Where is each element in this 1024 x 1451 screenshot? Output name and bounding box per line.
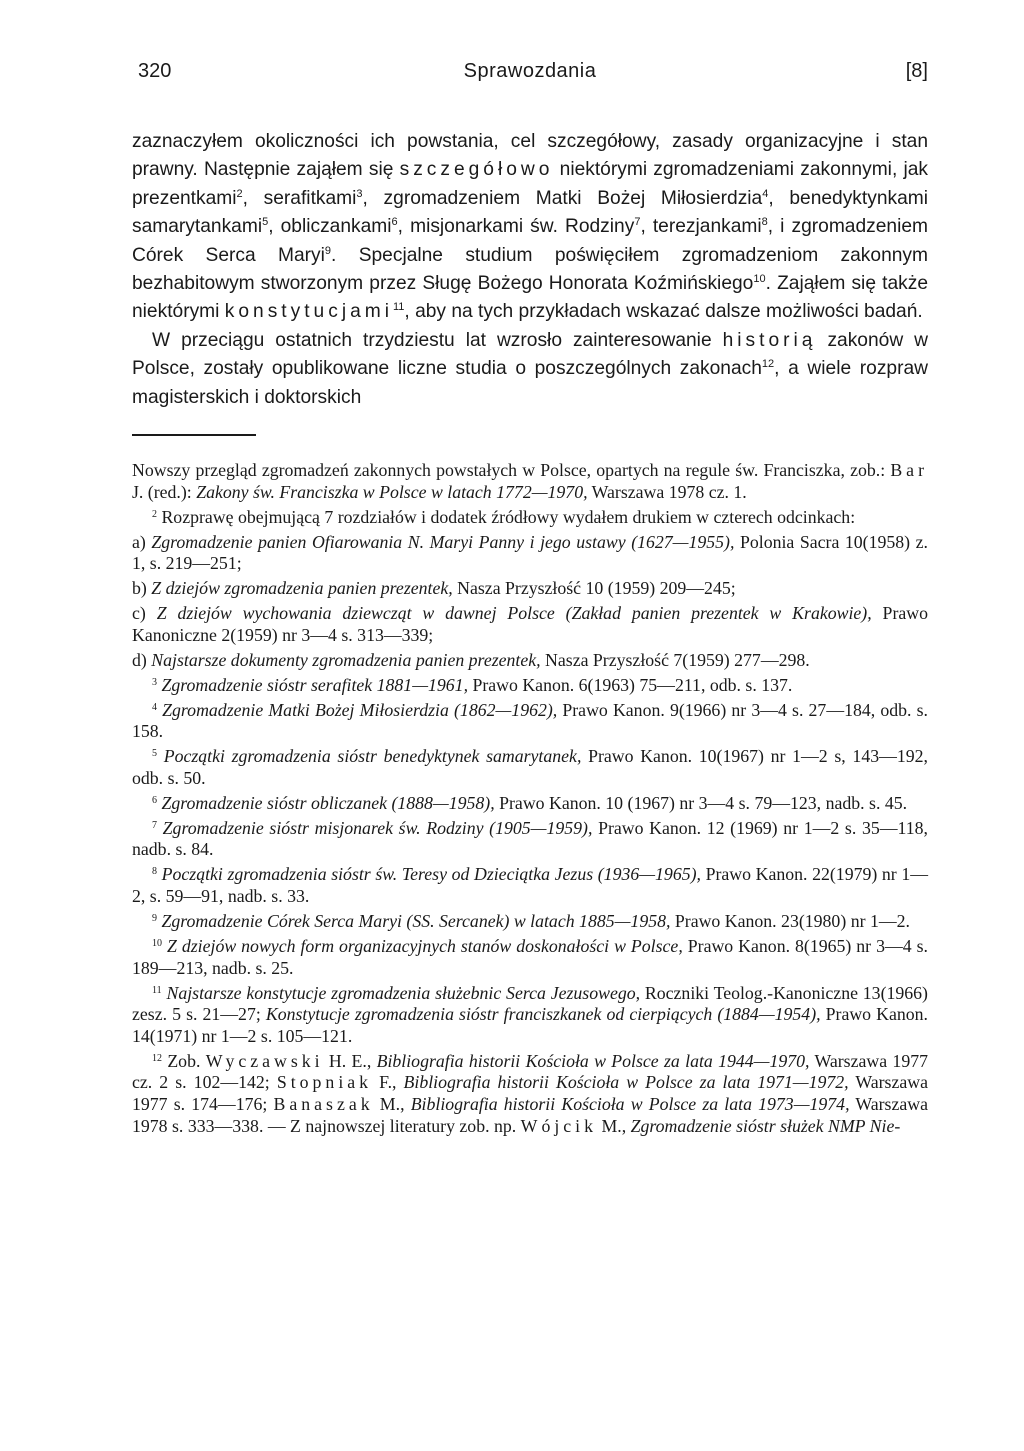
footnote-7: $^7$ Zgromadzenie sióstr misjonarek św. Rodziny (1905—1959), Prawo Kanon. 12 (1969) nr 1—2 s. 35—118, nadb. s. 84. [132,817,928,860]
running-title: Sprawozdania [463,60,597,82]
footnote-2-item-b: b) Z dziejów zgromadzenia panien prezentek, Nasza Przyszłość 10 (1959) 209—245; [132,578,736,599]
footnote-2: $^2$ Rozprawę obejmującą 7 rozdziałów i dodatek źródłowy wydałem drukiem w czterech odcinkach: [152,506,856,527]
footnote-1: Nowszy przegląd zgromadzeń zakonnych powstałych w Polsce, opartych na regule św. Franciszka, zob.: Bar J. (red.): Zakony św. Franciszka w Polsce w latach 1772—1970, Warszawa 1978 cz. 1. [132,460,928,502]
footnote-10: $^{10}$ Z dziejów nowych form organizacyjnych stanów doskonałości w Polsce, Prawo Kanon. 8(1965) nr 3—4 s. 189—213, nadb. s. 25. [132,936,928,978]
paragraph-1: zaznaczyłem okoliczności ich powstania, cel szczegółowy, zasady organizacyjne i stan prawny. Następnie zająłem się szczegółowo niektórymi zgromadzeniami zakonnymi, jak prezentkami$^2$, serafitkami$^3$, zgromadzeniem Matki Bożej Miłosierdzia$^4$, benedyktynkami samarytankami$^5$, obliczankami$^6$, misjonarkami św. Rodziny$^7$, terezjankami$^8$, i zgromadzeniem Córek Serca Maryi$^9$. Specjalne studium poświęciłem zgromadzeniom zakonnym bezhabitowym stworzonym przez Sługę Bożego Honorata Koźmińskiego$^{10}$. Zająłem się także niektórymi konstytucjami$^{11}$, aby na tych przykładach wskazać dalsze możliwości badań. [132,131,929,323]
footnote-12: $^{12}$ Zob. Wyczawski H. E., Bibliografia historii Kościoła w Polsce za lata 1944—1970, Warszawa 1977 cz. 2 s. 102—142; Stopniak F., Bibliografia historii Kościoła w Polsce za lata 1971—1972, Warszawa 1977 s. 174—176; Banaszak M., Bibliografia historii Kościoła w Polsce za lata 1973—1974, Warszawa 1978 s. 333—338. — Z najnowszej literatury zob. np. Wójcik M., Zgromadzenie sióstr służek NMP Nie- [132,1050,928,1136]
footnote-2-item-a: a) Zgromadzenie panien Ofiarowania N. Maryi Panny i jego ustawy (1627—1955), Polonia Sacra 10(1958) z. 1, s. 219—251; [132,531,928,574]
footnote-2-item-c: c) Z dziejów wychowania dziewcząt w dawnej Polsce (Zakład panien prezentek w Krakowie), Prawo Kanoniczne 2(1959) nr 3—4 s. 313—339; [132,603,928,645]
footnote-ref[interactable]: 7 [634,216,641,229]
footnote-11: $^{11}$ Najstarsze konstytucje zgromadzenia służebnic Serca Jezusowego, Roczniki Teolog.-Kanoniczne 13(1966) zesz. 5 s. 21—27; Konstytucje zgromadzenia sióstr franciszkanek od cierpiących (1884—1954), Prawo Kanon. 14(1971) nr 1—2 s. 105—121. [132,982,928,1046]
footnote-ref[interactable]: 3 [356,187,363,200]
spaced-emphasis: szczegółowo [399,159,554,181]
footnote-ref[interactable]: 9 [324,244,332,257]
footnote-ref[interactable]: 5 [262,216,269,229]
footnote-ref[interactable]: 10 [753,273,766,286]
running-header [132,60,928,90]
paragraph-2: W przeciągu ostatnich trzydziestu lat wzrosło zainteresowanie historią zakonów w Polsce, zostały opublikowane liczne studia o poszczególnych zakonach$^{12}$, a wiele rozpraw magisterskich i doktorskich [132,329,929,408]
footnote-8: $^8$ Początki zgromadzenia sióstr św. Teresy od Dzieciątka Jezus (1936—1965), Prawo Kanon. 22(1979) nr 1—2, s. 59—91, nadb. s. 33. [132,864,929,907]
footnotes [132,460,928,1137]
footnote-ref[interactable]: 4 [762,187,769,200]
footnote-divider [132,434,256,436]
footnote-5: $^5$ Początki zgromadzenia sióstr benedyktynek samarytanek, Prawo Kanon. 10(1967) nr 1—2 s, 143—192, odb. s. 50. [132,746,928,788]
footnote-3: $^3$ Zgromadzenie sióstr serafitek 1881—1961, Prawo Kanon. 6(1963) 75—211, odb. s. 137. [152,674,793,695]
main-text [132,128,928,412]
spaced-emphasis: konstytucjami [224,301,393,323]
footnote-2-item-d: d) Najstarsze dokumenty zgromadzenia panien prezentek, Nasza Przyszłość 7(1959) 277—298. [132,649,810,670]
footnote-9: $^9$ Zgromadzenie Córek Serca Maryi (SS. Sercanek) w latach 1885—1958, Prawo Kanon. 23(1980) nr 1—2. [152,911,910,932]
page-number: 320 [138,60,172,82]
footnote-4: $^4$ Zgromadzenie Matki Bożej Miłosierdzia (1862—1962), Prawo Kanon. 9(1966) nr 3—4 s. 27—184, odb. s. 158. [132,699,928,742]
footnote-ref[interactable]: 12 [761,358,775,371]
footnote-ref[interactable]: 8 [761,216,768,229]
footnote-ref[interactable]: 2 [236,187,243,200]
footnote-6: $^6$ Zgromadzenie sióstr obliczanek (1888—1958), Prawo Kanon. 10 (1967) nr 3—4 s. 79—123, nadb. s. 45. [152,792,908,813]
footnote-ref[interactable]: 11 [393,301,405,314]
footnote-ref[interactable]: 6 [391,216,398,229]
section-number: [8] [905,60,928,82]
spaced-emphasis: historią [722,329,817,351]
